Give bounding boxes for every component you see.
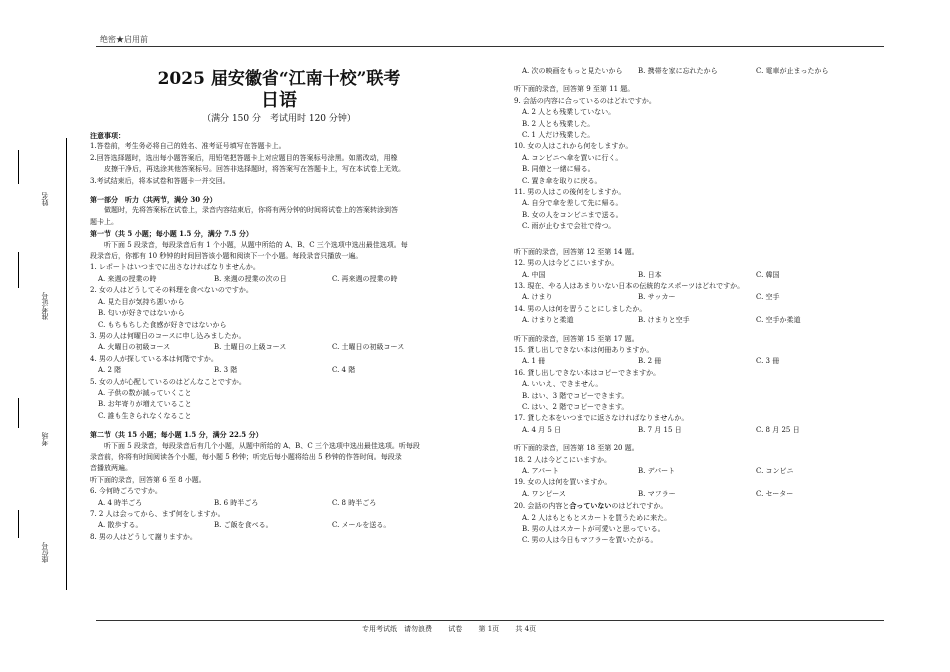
option: B. けまりと空手 [638, 316, 690, 325]
sec1-heading: 第一节（共 5 小题；每小题 1.5 分，满分 7.5 分） [90, 229, 253, 239]
option: A. 子供の数が減っていくこと [98, 388, 192, 397]
option: B. ご飯を食べる。 [214, 521, 273, 530]
option: A. 次の映画をもっと見たいから [522, 67, 623, 75]
sec2-heading: 第二节（共 15 小题；每小题 1.5 分，满分 22.5 分） [90, 430, 263, 440]
footer [362, 624, 550, 634]
question-13: 13. 現在、やる人はあまりいない日本の伝統的なスポーツはどれですか。 [514, 281, 745, 290]
q20-text: 20. 会話の内容と [514, 502, 570, 511]
option: B. 同僚と一緒に帰る。 [522, 165, 595, 174]
note-item: 皮擦干净后，再选涂其他答案标号。回答非选择题时，将答案写在答题卡上，写在本试卷上无效。 [104, 165, 405, 174]
option: B. サッカー [638, 293, 676, 302]
note-item: 2.回答选择题时，选出每小题答案后，用铅笔把答题卡上对应题目的答案标号涂黑。如需改动，用橡 [90, 153, 398, 162]
footer-paper-note: 专用考试纸 请勿浪费 [362, 625, 432, 633]
question-7: 7. 2 人は会ってから、まず何をしますか。 [90, 510, 225, 518]
option: B. はい、3 階でコピーできます。 [522, 391, 629, 400]
question-20 [514, 500, 886, 512]
question-6: 6. 今何時ごろですか。 [90, 487, 162, 496]
name-blank [18, 150, 19, 184]
question-8: 8. 男の人はどうして謝りますか。 [90, 532, 197, 541]
question-16: 16. 貸し出しできない本はコピーできますか。 [514, 368, 661, 377]
question-18: 18. 2 人は今どこにいますか。 [514, 455, 612, 464]
option: C. 雨が止むまで会社で待つ。 [522, 222, 616, 231]
confidential-label: 绝密★启用前 [100, 35, 148, 44]
option: A. 来週の授業の時 [98, 274, 157, 283]
option: B. 2 人とも残業した。 [522, 119, 595, 128]
room-blank [18, 398, 19, 428]
option: B. マフラー [638, 489, 676, 498]
option: A. 4 月 5 日 [522, 425, 562, 434]
sec1-intro-cont: 段录音后，你都有 10 秒钟的时间回答该小题和阅读下一个小题。每段录音只播放一遍。 [90, 252, 363, 261]
option: B. 日本 [638, 270, 662, 279]
option: A. ワンピース [522, 489, 566, 498]
q8-options [514, 66, 886, 77]
option: A. いいえ、できません。 [522, 380, 603, 389]
q4-options [90, 365, 468, 376]
question-5: 5. 女の人が心配しているのはどんなことですか。 [90, 377, 246, 386]
question-4: 4. 男の人が探している本は何階ですか。 [90, 354, 218, 363]
sec1-intro: 听下面 5 段录音，每段录音后有 1 个小题，从题中所给的 A、B、C 三个选项中选出最佳选项。每 [104, 240, 408, 249]
question-14: 14. 男の人は何を習うことにしましたか。 [514, 304, 647, 313]
option: C. 3 冊 [756, 357, 780, 366]
footer-page: 第 1页 [478, 625, 500, 633]
option: A. 4 時半ごろ [98, 498, 143, 507]
question-12: 12. 男の人は今どこにいますか。 [514, 259, 619, 268]
footer-total: 共 4页 [515, 625, 537, 633]
option: C. セーター [756, 489, 794, 498]
q12-options [514, 270, 886, 281]
option: A. アパート [522, 467, 559, 475]
header-rule [96, 46, 884, 47]
option: A. 2 階 [98, 366, 122, 375]
option: B. 7 月 15 日 [638, 425, 682, 434]
option: B. 3 階 [214, 366, 238, 375]
option: C. 空手 [756, 293, 780, 302]
option: C. 置き傘を取りに戻る。 [522, 176, 602, 185]
option: A. 中国 [522, 270, 546, 279]
option: B. 土曜日の上級コース [214, 343, 287, 352]
question-9: 9. 会話の内容に合っているのはどれですか。 [514, 96, 656, 105]
seat-blank [18, 510, 19, 538]
question-2: 2. 女の人はどうしてその料理を食べないのですか。 [90, 286, 253, 295]
score-line: （满分 150 分 考试用时 120 分钟） [202, 114, 356, 124]
listening-instruction: 听下面的录音，回答第 15 至第 17 题。 [514, 334, 639, 343]
option: A. 2 人はもともとスカートを買うために来た。 [522, 513, 672, 522]
footer-rule [96, 620, 884, 621]
q20-emphasis: 合っていない [569, 501, 612, 511]
q6-options [90, 498, 468, 509]
side-label-name: 姓名 [41, 192, 49, 206]
sec2-intro-cont: 音播放两遍。 [90, 464, 132, 473]
q17-options [514, 425, 886, 436]
option: C. メールを送る。 [332, 521, 391, 530]
option: B. デパート [638, 467, 676, 475]
question-3: 3. 男の人は何曜日のコースに申し込みましたか。 [90, 331, 246, 340]
question-10: 10. 女の人はこれから何をしますか。 [514, 142, 633, 151]
q14-options [514, 315, 886, 326]
listening-instruction: 听下面的录音，回答第 6 至 8 小题。 [90, 475, 206, 484]
option: C. 空手か柔道 [756, 316, 801, 325]
option: B. 匂いが好きではないから [98, 309, 185, 318]
option: C. はい、2 階でコピーできます。 [522, 402, 629, 411]
part1-intro: 做题时，先将答案标在试卷上，录音内容结束后，你将有两分钟的时间将试卷上的答案转涂到答 [104, 206, 398, 215]
listening-instruction: 听下面的录音，回答第 9 至第 11 题。 [514, 85, 635, 94]
part1-intro-cont: 题卡上。 [90, 217, 118, 226]
binding-line [66, 138, 67, 590]
option: B. 携帯を家に忘れたから [638, 67, 718, 75]
option: C. 男の人は今日もマフラーを買いたがる。 [522, 536, 658, 545]
side-label-exam-no: 准考证号 [41, 292, 49, 320]
footer-kind: 试卷 [448, 625, 463, 633]
note-item: 3.考试结束后，将本试卷和答题卡一并交回。 [90, 176, 230, 185]
option: C. もちもちした食感が好きではないから [98, 320, 227, 329]
q1-options [90, 274, 468, 285]
option: B. 来週の授業の次の日 [214, 274, 287, 283]
question-19: 19. 女の人は何を買いますか。 [514, 478, 612, 487]
question-17: 17. 貸した本をいつまでに返さなければなりませんか。 [514, 414, 689, 423]
option: A. けまり [522, 293, 553, 302]
question-11: 11. 男の人はこの後何をしますか。 [514, 188, 626, 197]
q19-options [514, 489, 886, 500]
option: C. 誰も生きられなくなること [98, 411, 192, 420]
option: B. 女の人をコンビニまで送る。 [522, 210, 623, 219]
question-15: 15. 貸し出しできない本は何冊ありますか。 [514, 345, 654, 354]
exam-subject: 日语 [261, 90, 297, 111]
option: C. 韓国 [756, 270, 780, 279]
side-label-room: 考场 [41, 432, 49, 446]
option: A. 2 人とも残業していない。 [522, 108, 616, 117]
q3-options [90, 342, 468, 353]
listening-instruction: 听下面的录音，回答第 18 至第 20 题。 [514, 444, 639, 453]
option: B. お年寄りが増えていること [98, 400, 192, 409]
listening-instruction: 听下面的录音，回答第 12 至第 14 题。 [514, 247, 639, 256]
option: C. 電車が止まったから [756, 67, 829, 75]
option: B. 6 時半ごろ [214, 498, 259, 507]
option: A. 1 冊 [522, 357, 546, 366]
q20-text: のはどれですか。 [611, 502, 668, 511]
sec2-intro-cont: 录音前，你将有时间阅读各个小题，每小题 5 秒钟；听完后每小题将给出 5 秒钟的作答时间。每段录 [90, 452, 402, 461]
option: B. 2 冊 [638, 357, 662, 366]
question-1: 1. レポートはいつまでに出さなければなりませんか。 [90, 263, 260, 272]
part1-heading: 第一部分 听力（共两节，满分 30 分） [90, 195, 217, 205]
sec2-intro: 听下面 5 段录音，每段录音后有几个小题，从题中所给的 A、B、C 三个选项中选出最佳选项。听每段 [104, 441, 420, 450]
option: C. 8 月 25 日 [756, 425, 800, 434]
q15-options [514, 356, 886, 367]
option: C. コンビニ [756, 467, 794, 475]
q13-options [514, 292, 886, 303]
option: A. 見た目が気持ち悪いから [98, 297, 185, 306]
option: B. 男の人はスカートが可愛いと思っている。 [522, 525, 665, 534]
option: C. 土曜日の初級コース [332, 343, 405, 352]
option: C. 4 階 [332, 366, 356, 375]
option: A. 自分で傘を差して先に帰る。 [522, 199, 623, 208]
q7-options [90, 520, 468, 531]
option: C. 再来週の授業の時 [332, 274, 398, 283]
right-column [514, 66, 886, 547]
notes-heading: 注意事项： [90, 131, 125, 140]
option: A. 散歩する。 [98, 521, 143, 530]
side-label-seat: 座位号 [41, 542, 49, 563]
left-column [90, 66, 468, 543]
exam-no-blank [18, 252, 19, 288]
option: C. 8 時半ごろ [332, 498, 377, 507]
exam-title: 2025 届安徽省“江南十校”联考 [157, 69, 401, 89]
option: A. けまりと柔道 [522, 316, 574, 325]
option: C. 1 人だけ残業した。 [522, 131, 595, 140]
option: A. コンビニへ傘を買いに行く。 [522, 153, 623, 162]
q18-options [514, 466, 886, 477]
option: A. 火曜日の初級コース [98, 343, 171, 352]
note-item: 1.答卷前，考生务必将自己的姓名、准考证号填写在答题卡上。 [90, 142, 286, 151]
